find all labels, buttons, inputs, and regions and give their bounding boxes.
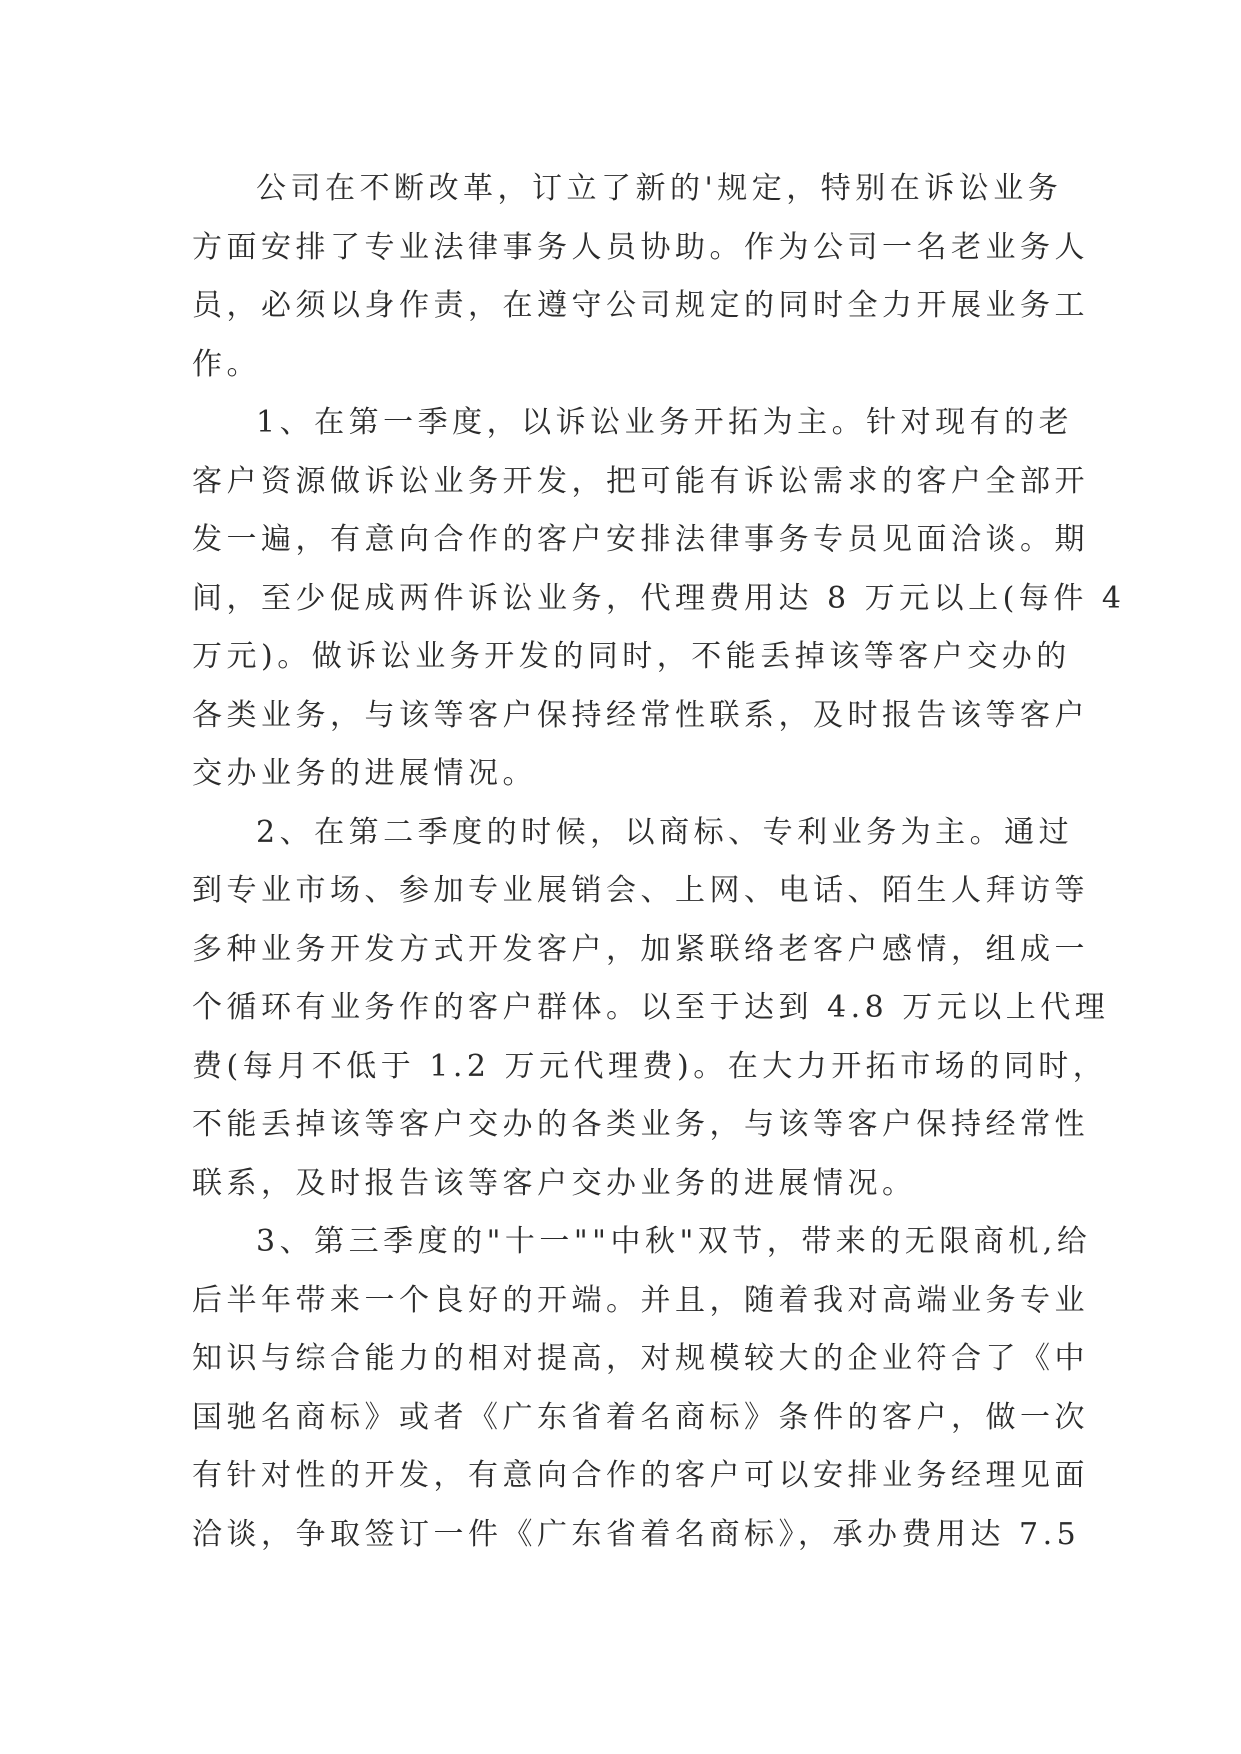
paragraph-line: 个循环有业务作的客户群体。以至于达到 4.8 万元以上代理	[192, 990, 1110, 1025]
paragraph-line: 3、第三季度的"十一""中秋"双节，带来的无限商机,给	[256, 1224, 1092, 1259]
paragraph-line: 万元)。做诉讼业务开发的同时，不能丢掉该等客户交办的	[192, 639, 1071, 674]
document-body	[192, 160, 1126, 1564]
paragraph-line: 员，必须以身作责，在遵守公司规定的同时全力开展业务工	[192, 288, 1089, 323]
paragraph-line: 各类业务，与该等客户保持经常性联系，及时报告该等客户	[192, 697, 1089, 733]
paragraph-line: 1、在第一季度，以诉讼业务开拓为主。针对现有的老	[256, 405, 1074, 440]
paragraph-line: 联系，及时报告该等客户交办业务的进展情况。	[192, 1165, 917, 1201]
paragraph-line: 2、在第二季度的时候，以商标、专利业务为主。通过	[256, 814, 1074, 850]
paragraph-line: 不能丢掉该等客户交办的各类业务，与该等客户保持经常性	[192, 1107, 1089, 1142]
paragraph-line: 发一遍，有意向合作的客户安排法律事务专员见面洽谈。期	[192, 522, 1089, 557]
paragraph-line: 公司在不断改革，订立了新的'规定，特别在诉讼业务	[256, 171, 1063, 206]
paragraph-line: 知识与综合能力的相对提高，对规模较大的企业符合了《中	[192, 1341, 1089, 1376]
paragraph-line: 洽谈，争取签订一件《广东省着名商标》，承办费用达 7.5	[192, 1516, 1081, 1552]
paragraph-line: 间，至少促成两件诉讼业务，代理费用达 8 万元以上(每件 4	[192, 580, 1126, 616]
paragraph-line: 后半年带来一个良好的开端。并且，随着我对高端业务专业	[192, 1282, 1089, 1318]
paragraph-line: 交办业务的进展情况。	[192, 756, 537, 791]
paragraph-line: 方面安排了专业法律事务人员协助。作为公司一名老业务人	[192, 229, 1089, 265]
paragraph-line: 费(每月不低于 1.2 万元代理费)。在大力开拓市场的同时，	[192, 1048, 1108, 1084]
paragraph-line: 到专业市场、参加专业展销会、上网、电话、陌生人拜访等	[192, 873, 1089, 908]
paragraph-line: 有针对性的开发，有意向合作的客户可以安排业务经理见面	[192, 1458, 1089, 1493]
paragraph-line: 客户资源做诉讼业务开发，把可能有诉讼需求的客户全部开	[192, 463, 1089, 499]
paragraph-line: 作。	[192, 346, 261, 382]
paragraph-line: 国驰名商标》或者《广东省着名商标》条件的客户，做一次	[192, 1399, 1089, 1435]
paragraph-line: 多种业务开发方式开发客户，加紧联络老客户感情，组成一	[192, 931, 1089, 967]
